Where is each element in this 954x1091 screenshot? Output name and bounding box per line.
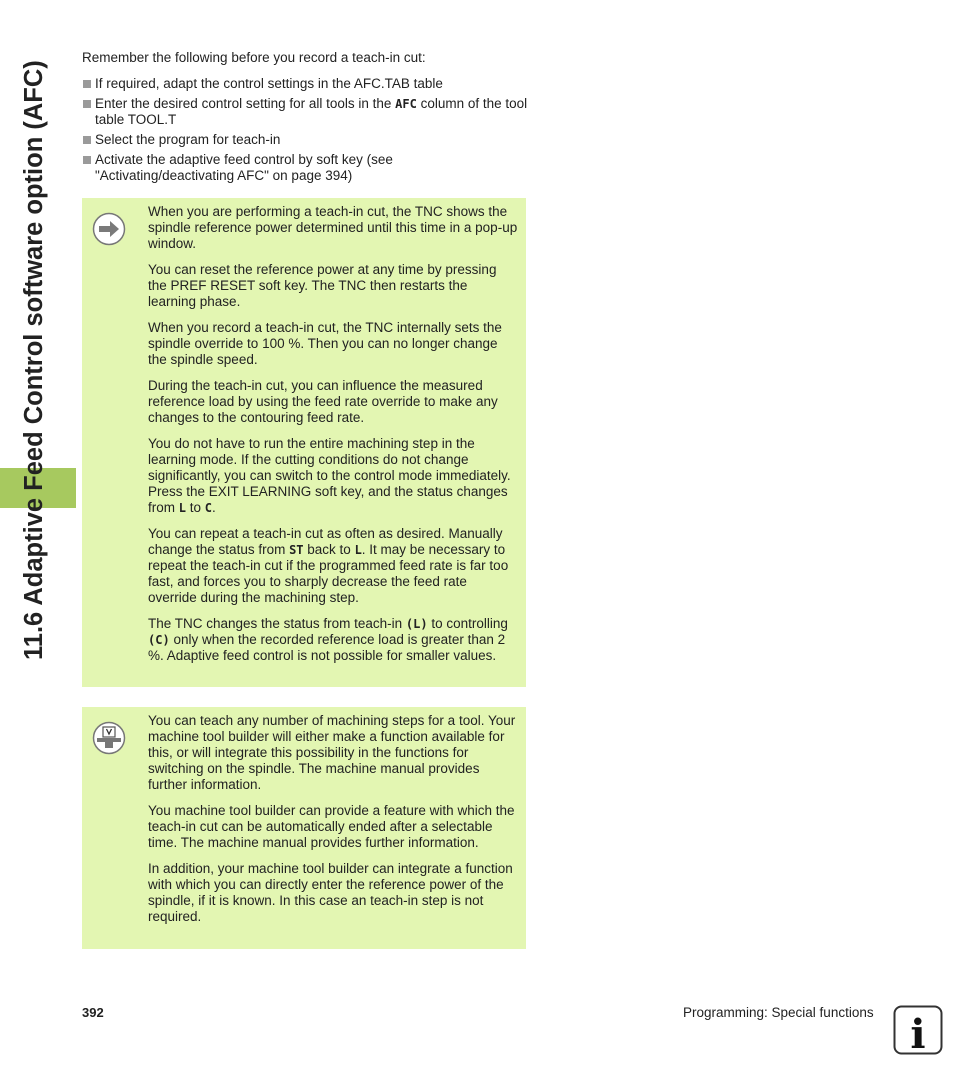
- bullet-icon: [83, 156, 91, 164]
- note-text: [148, 204, 518, 674]
- note-box-machine: [82, 707, 526, 949]
- list-item: Enter the desired control setting for all tools in the AFC column of the tool table TOOL.T: [82, 96, 532, 128]
- note-text: [148, 713, 518, 935]
- note-paragraph: You do not have to run the entire machining step in the learning mode. If the cutting conditions do not change significantly, you can switch to the control mode immediately. Press the EXIT LEARNING soft key, and the status changes from L to C.: [148, 436, 511, 515]
- arrow-right-icon: [92, 212, 126, 246]
- bullet-icon: [83, 80, 91, 88]
- note-paragraph: You can reset the reference power at any time by pressing the PREF RESET soft key. The TNC then restarts the learning phase.: [148, 262, 497, 309]
- note-paragraph: In addition, your machine tool builder can integrate a function with which you can directly enter the reference power of the spindle, if it is known. In this case an teach-in step is not required.: [148, 861, 513, 924]
- bullet-icon: [83, 100, 91, 108]
- intro-text: Remember the following before you record a teach-in cut:: [82, 50, 426, 65]
- section-title: Programming: Special functions: [683, 1005, 874, 1020]
- bullet-icon: [83, 136, 91, 144]
- note-paragraph: The TNC changes the status from teach-in (L) to controlling (C) only when the recorded reference load is greater than 2 %. Adaptive feed control is not possible for smaller values.: [148, 616, 508, 663]
- list-item: If required, adapt the control settings in the AFC.TAB table: [82, 76, 532, 92]
- list-item: Activate the adaptive feed control by soft key (see "Activating/deactivating AFC" on page 394): [82, 152, 532, 184]
- note-paragraph: You can teach any number of machining steps for a tool. Your machine tool builder will either make a function available for this, or will integrate this possibility in the functions for switching on the spindle. The machine manual provides further information.: [148, 713, 516, 792]
- list-item: Select the program for teach-in: [82, 132, 532, 148]
- bullet-list: [82, 76, 532, 188]
- note-paragraph: When you record a teach-in cut, the TNC internally sets the spindle override to 100 %. Then you can no longer change the spindle speed.: [148, 320, 502, 367]
- note-paragraph: During the teach-in cut, you can influence the measured reference load by using the feed rate override to make any changes to the contouring feed rate.: [148, 378, 498, 425]
- note-paragraph: When you are performing a teach-in cut, the TNC shows the spindle reference power determined until this time in a pop-up window.: [148, 204, 518, 251]
- info-icon: [893, 1005, 943, 1055]
- note-paragraph: You machine tool builder can provide a feature with which the teach-in cut can be automatically ended after a selectable time. The machine manual provides further information.: [148, 803, 515, 850]
- info-glyph: i: [910, 1011, 926, 1055]
- note-box-tips: [82, 198, 526, 687]
- note-paragraph: You can repeat a teach-in cut as often as desired. Manually change the status from ST back to L. It may be necessary to repeat the teach-in cut if the programmed feed rate is far too fast, and forces you to sharply decrease the feed rate override during the machining step.: [148, 526, 509, 605]
- page-number: 392: [82, 1005, 104, 1020]
- machine-icon: [92, 721, 126, 755]
